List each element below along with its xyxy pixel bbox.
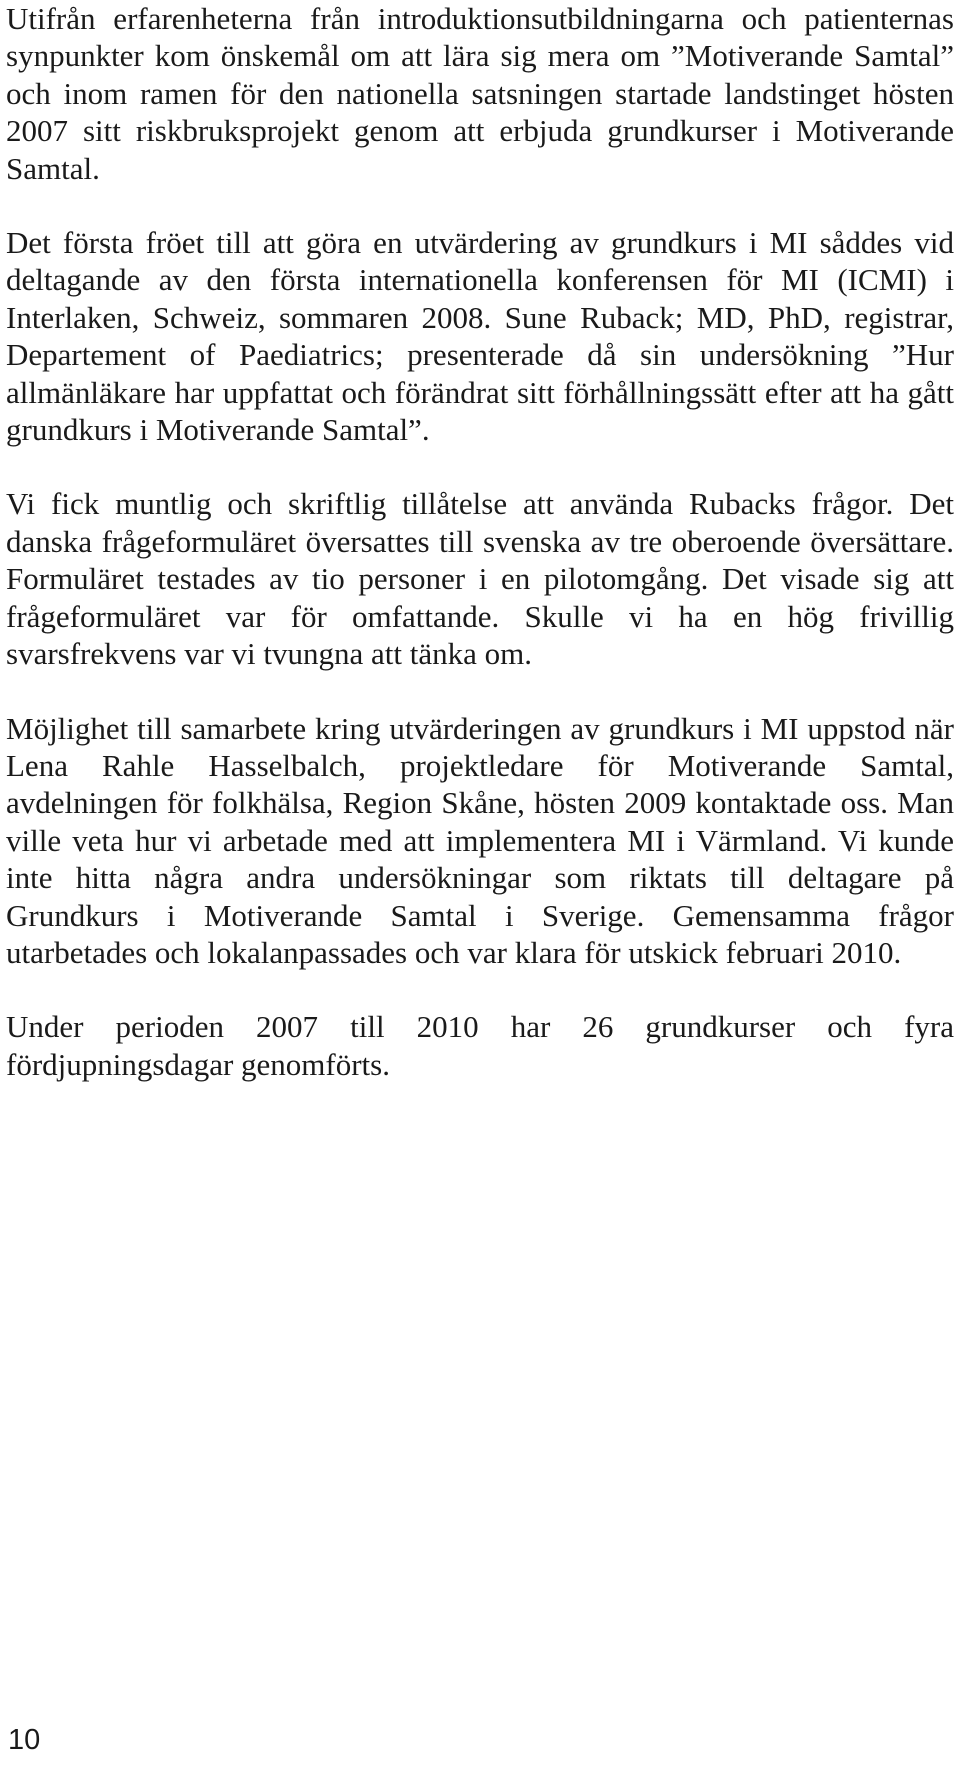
paragraph-4: Möjlighet till samarbete kring utvärderingen av grundkurs i MI uppstod när Lena Rahle Hasselbalch, projektledare för Motiverande Samtal, avdelningen för folkhälsa, Region Skåne, hösten 2009 kontaktade oss. Man ville veta hur vi arbetade med att implementera MI i Värmland. Vi kunde inte hitta några andra undersökningar som riktats till deltagare på Grundkurs i Motiverande Samtal i Sverige. Gemensamma frågor utarbetades och lokalanpassades och var klara för utskick februari 2010. xyxy=(6,710,954,970)
document-page xyxy=(6,0,954,1120)
paragraph-5: Under perioden 2007 till 2010 har 26 grundkurser och fyra fördjupningsdagar genomförts. xyxy=(6,1009,954,1082)
paragraph-1: Utifrån erfarenheterna från introduktionsutbildningarna och patienternas synpunkter kom önskemål om att lära sig mera om ”Motiverande Samtal” och inom ramen för den nationella satsningen startade landstinget hösten 2007 sitt riskbruksprojekt genom att erbjuda grundkurser i Motiverande Samtal. xyxy=(6,1,954,186)
paragraph-3: Vi fick muntlig och skriftlig tillåtelse att använda Rubacks frågor. Det danska frågeformuläret översattes till svenska av tre oberoende översättare. Formuläret testades av tio personer i en pilotomgång. Det visade sig att frågeformuläret var för omfattande. Skulle vi ha en hög frivillig svarsfrekvens var vi tvungna att tänka om. xyxy=(6,486,954,672)
paragraph-2: Det första fröet till att göra en utvärdering av grundkurs i MI såddes vid deltagande av den första internationella konferensen för MI (ICMI) i Interlaken, Schweiz, sommaren 2008. Sune Ruback; MD, PhD, registrar, Departement of Paediatrics; presenterade då sin undersökning ”Hur allmänläkare har uppfattat och förändrat sitt förhållningssätt efter att ha gått grundkurs i Motiverande Samtal”. xyxy=(6,225,954,448)
page-number: 10 xyxy=(8,1724,41,1756)
